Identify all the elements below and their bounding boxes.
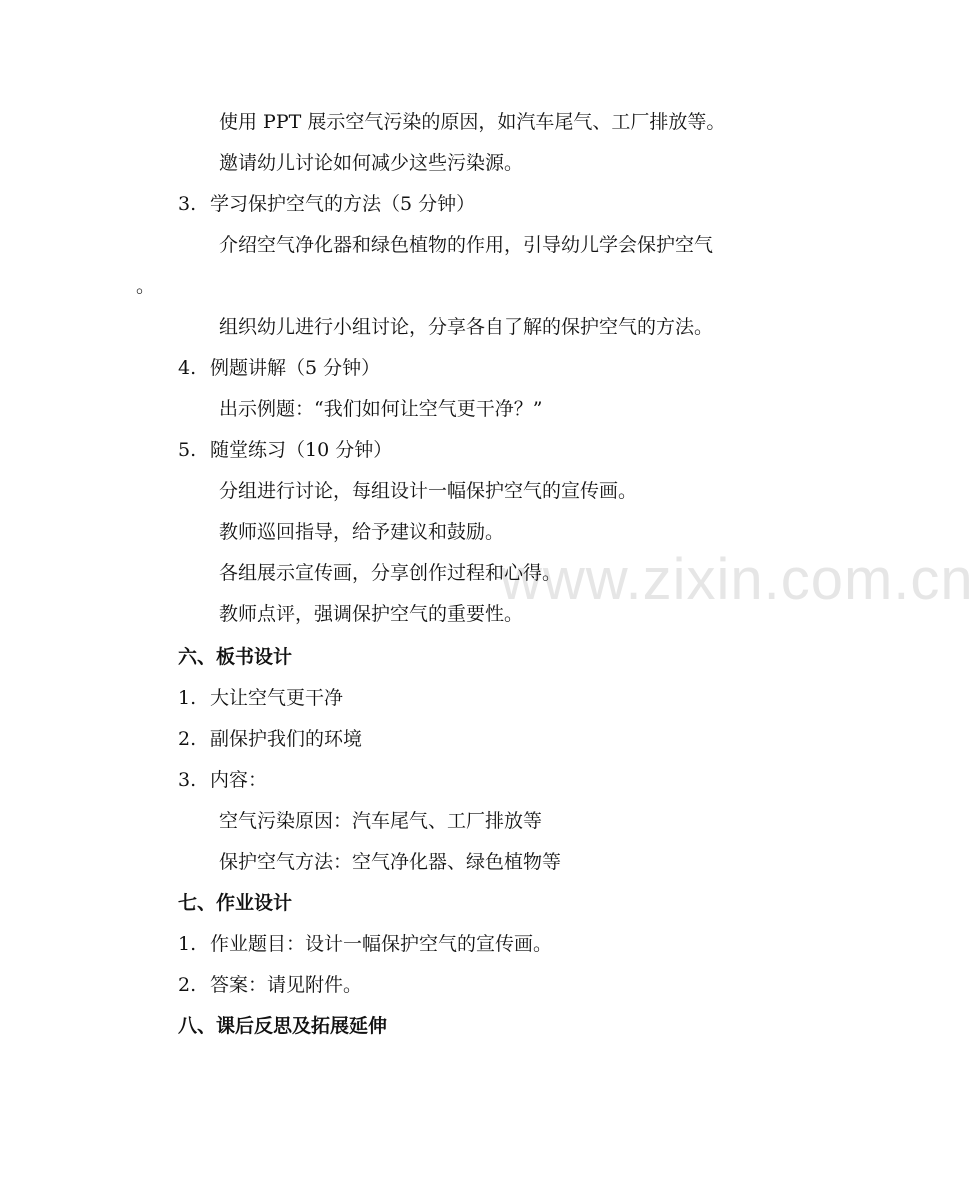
- board-item-1: [178, 685, 343, 711]
- paragraph-example-question: 出示例题：“我们如何让空气更干净？”: [219, 398, 543, 420]
- step-title: 例题讲解（5 分钟）: [210, 357, 381, 379]
- step-4-heading: [178, 355, 380, 381]
- item-text: 大让空气更干净: [210, 687, 344, 709]
- step-number: 3.: [178, 193, 197, 215]
- section-heading-homework-design: 七、作业设计: [178, 892, 293, 914]
- step-3-heading: [178, 191, 475, 217]
- item-number: 2.: [178, 974, 197, 996]
- section-heading-reflection: 八、课后反思及拓展延伸: [178, 1015, 388, 1037]
- paragraph-group-poster: 分组进行讨论，每组设计一幅保护空气的宣传画。: [219, 480, 638, 502]
- item-text: 作业题目：设计一幅保护空气的宣传画。: [210, 933, 553, 955]
- step-number: 4.: [178, 357, 197, 379]
- item-number: 1.: [178, 687, 197, 709]
- homework-item-2: [178, 972, 362, 998]
- board-item-2: [178, 726, 362, 752]
- paragraph-wrap-punctuation: 。: [136, 275, 156, 297]
- item-number: 1.: [178, 933, 197, 955]
- board-content-pollution-causes: 空气污染原因：汽车尾气、工厂排放等: [219, 810, 543, 832]
- board-item-3: [178, 767, 267, 793]
- paragraph-discussion-reduce: 邀请幼儿讨论如何减少这些污染源。: [219, 152, 524, 174]
- watermark: www.zixin.com.cn: [500, 547, 974, 612]
- paragraph-air-purifier-intro: 介绍空气净化器和绿色植物的作用，引导幼儿学会保护空气: [219, 234, 714, 256]
- section-heading-board-design: 六、板书设计: [178, 646, 293, 668]
- paragraph-group-showcase: 各组展示宣传画，分享创作过程和心得。: [219, 562, 562, 584]
- homework-item-1: [178, 931, 552, 957]
- step-5-heading: [178, 437, 392, 463]
- item-number: 3.: [178, 769, 197, 791]
- step-title: 随堂练习（10 分钟）: [210, 439, 393, 461]
- step-title: 学习保护空气的方法（5 分钟）: [210, 193, 476, 215]
- item-text: 答案：请见附件。: [210, 974, 363, 996]
- item-number: 2.: [178, 728, 197, 750]
- item-text: 副保护我们的环境: [210, 728, 363, 750]
- step-number: 5.: [178, 439, 197, 461]
- item-text: 内容：: [210, 769, 268, 791]
- board-content-protection-methods: 保护空气方法：空气净化器、绿色植物等: [219, 851, 562, 873]
- paragraph-teacher-review: 教师点评，强调保护空气的重要性。: [219, 603, 524, 625]
- paragraph-ppt-causes: 使用 PPT 展示空气污染的原因，如汽车尾气、工厂排放等。: [219, 111, 726, 133]
- paragraph-group-discussion: 组织幼儿进行小组讨论，分享各自了解的保护空气的方法。: [219, 316, 714, 338]
- paragraph-teacher-guidance: 教师巡回指导，给予建议和鼓励。: [219, 521, 505, 543]
